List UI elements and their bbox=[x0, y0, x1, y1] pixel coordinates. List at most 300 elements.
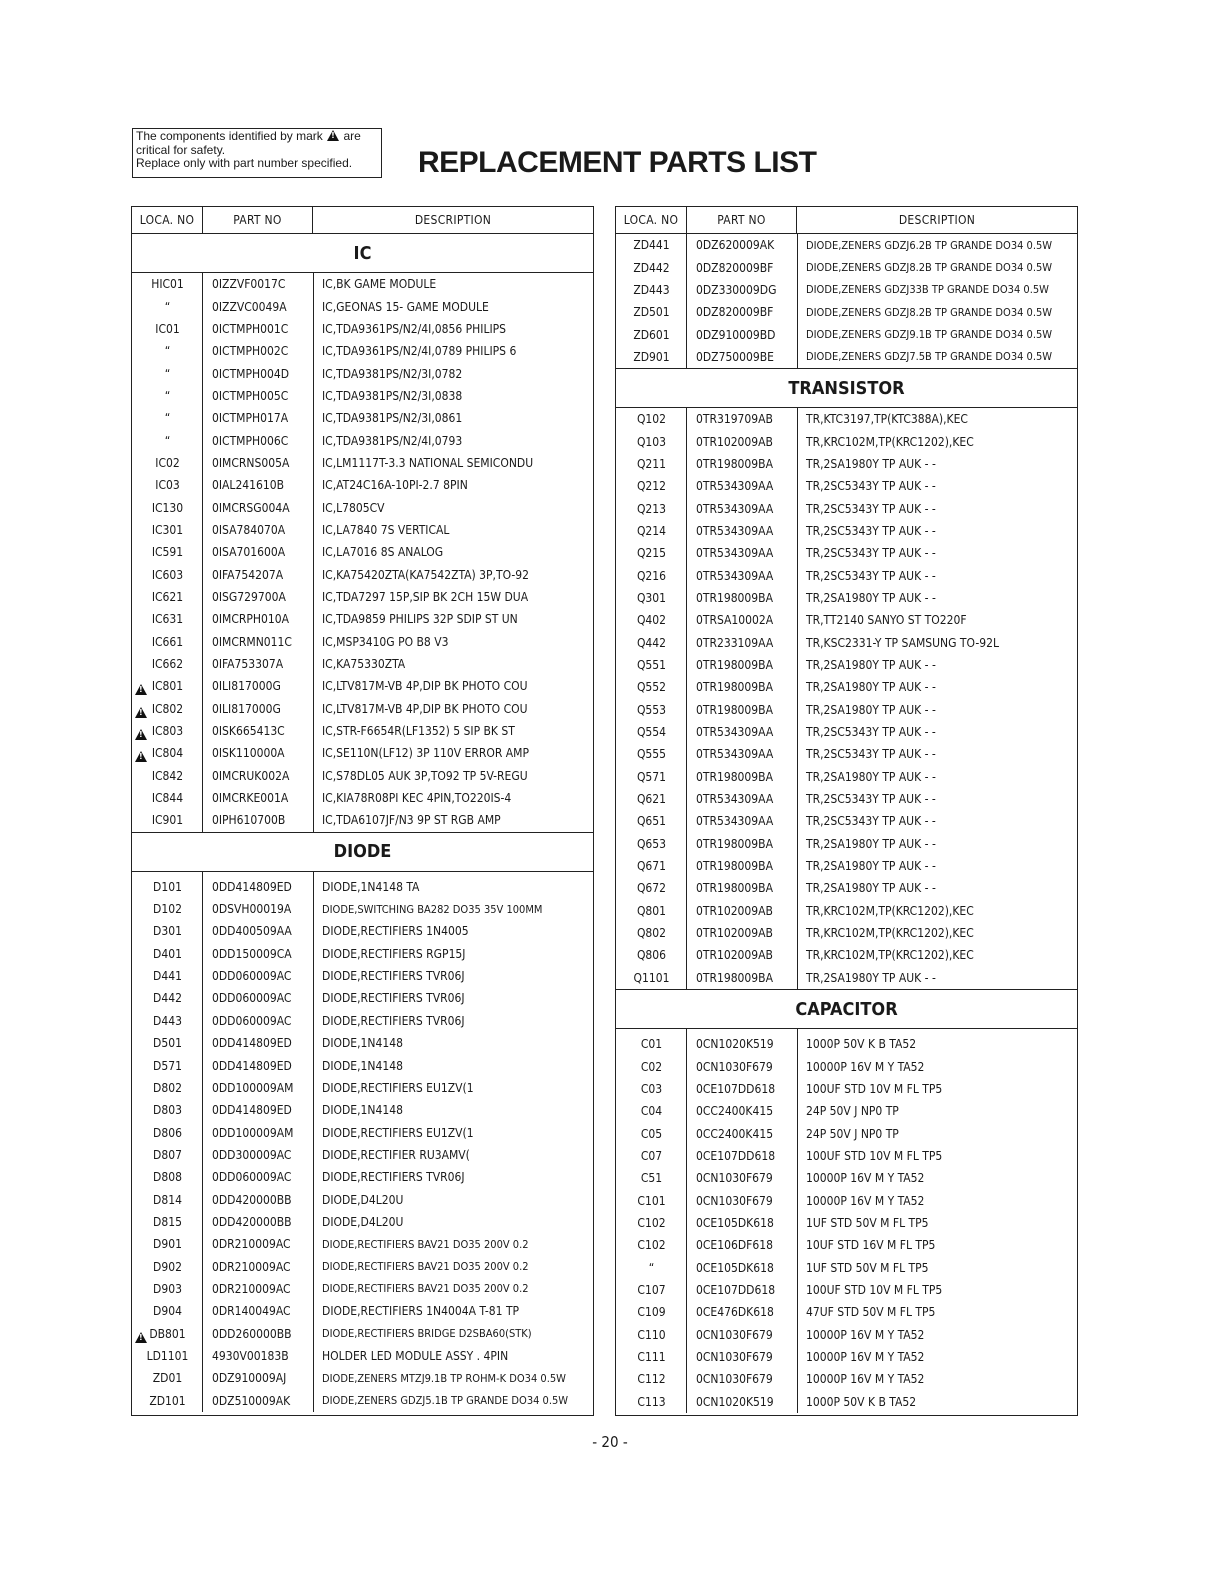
description: 10000P 16V M Y TA52 bbox=[806, 1372, 925, 1387]
loca-no bbox=[616, 1372, 687, 1386]
loca-no-text: Q672 bbox=[636, 881, 667, 896]
loca-no-text: D903 bbox=[153, 1281, 182, 1296]
description: DIODE,D4L20U bbox=[322, 1214, 404, 1229]
description: DIODE,RECTIFIERS BAV21 DO35 200V 0.2 bbox=[322, 1237, 529, 1251]
part-no: 0ICTMPH006C bbox=[212, 433, 289, 448]
section-title: TRANSISTOR bbox=[616, 368, 1077, 408]
loca-no-text: “ bbox=[164, 299, 171, 314]
description: IC,MSP3410G PO B8 V3 bbox=[322, 634, 449, 649]
part-no: 0CN1030F679 bbox=[696, 1372, 773, 1387]
right-parts-table bbox=[615, 206, 1078, 1416]
loca-no bbox=[132, 344, 203, 358]
loca-no-text: Q211 bbox=[636, 456, 667, 471]
part-no: 0DR210009AC bbox=[212, 1281, 291, 1296]
description: DIODE,ZENERS GDZJ6.2B TP GRANDE DO34 0.5W bbox=[806, 238, 1053, 252]
loca-no bbox=[132, 1103, 203, 1117]
loca-no bbox=[616, 435, 687, 449]
loca-no bbox=[616, 1261, 687, 1275]
part-no: 0DD100009AM bbox=[212, 1080, 294, 1095]
loca-no-text: ZD443 bbox=[633, 282, 670, 297]
part-no: 0ICTMPH005C bbox=[212, 388, 289, 403]
part-no: 0TR534309AA bbox=[696, 725, 774, 740]
loca-no bbox=[132, 478, 203, 492]
part-no: 0TR198009BA bbox=[696, 970, 773, 985]
loca-no-text: Q555 bbox=[636, 747, 667, 762]
part-no: 0TR534309AA bbox=[696, 747, 774, 762]
warning-triangle-icon bbox=[135, 729, 147, 740]
warning-triangle-icon bbox=[135, 707, 147, 718]
description: IC,TDA9859 PHILIPS 32P SDIP ST UN bbox=[322, 612, 518, 627]
loca-no-text: D806 bbox=[153, 1125, 182, 1140]
description: TR,2SC5343Y TP AUK - - bbox=[806, 523, 936, 538]
part-no: 0CC2400K415 bbox=[696, 1104, 774, 1119]
part-no: 0DZ910009BD bbox=[696, 327, 776, 342]
page-title: REPLACEMENT PARTS LIST bbox=[418, 146, 817, 179]
description: TR,KRC102M,TP(KRC1202),KEC bbox=[806, 903, 974, 918]
loca-no-text: Q554 bbox=[636, 725, 667, 740]
description: 10UF STD 16V M FL TP5 bbox=[806, 1238, 936, 1253]
loca-no bbox=[616, 569, 687, 583]
description: TR,2SC5343Y TP AUK - - bbox=[806, 792, 936, 807]
description: IC,BK GAME MODULE bbox=[322, 277, 437, 292]
part-no: 0IZZVF0017C bbox=[212, 277, 286, 292]
loca-no bbox=[132, 411, 203, 425]
loca-no-text: C51 bbox=[640, 1171, 663, 1186]
loca-no bbox=[616, 328, 687, 342]
part-no: 0DD420000BB bbox=[212, 1192, 292, 1207]
loca-no bbox=[616, 1216, 687, 1230]
loca-no bbox=[132, 657, 203, 671]
loca-no bbox=[132, 1215, 203, 1229]
description: DIODE,RECTIFIERS BRIDGE D2SBA60(STK) bbox=[322, 1327, 532, 1341]
loca-no-text: IC631 bbox=[151, 612, 184, 627]
description: DIODE,RECTIFIERS RGP15J bbox=[322, 946, 466, 961]
loca-no-text: D802 bbox=[153, 1080, 182, 1095]
description: IC,SE110N(LF12) 3P 110V ERROR AMP bbox=[322, 746, 529, 761]
part-no: 0DD060009AC bbox=[212, 991, 292, 1006]
loca-no-text: IC130 bbox=[151, 500, 184, 515]
warning-triangle-icon bbox=[135, 684, 147, 695]
part-no: 0CN1030F679 bbox=[696, 1193, 773, 1208]
notice-text-1b: are bbox=[343, 129, 361, 143]
part-no: 0ILI817000G bbox=[212, 679, 281, 694]
description: IC,LA7840 7S VERTICAL bbox=[322, 522, 450, 537]
loca-no-text: Q301 bbox=[636, 590, 667, 605]
loca-no bbox=[616, 1127, 687, 1141]
part-no: 0CE106DF618 bbox=[696, 1238, 773, 1253]
loca-no bbox=[616, 837, 687, 851]
loca-no-text: IC301 bbox=[151, 522, 184, 537]
loca-no-text: D803 bbox=[153, 1103, 182, 1118]
loca-no bbox=[616, 770, 687, 784]
part-no: 0IMCRUK002A bbox=[212, 768, 290, 783]
part-no: 0IAL241610B bbox=[212, 478, 285, 493]
loca-no bbox=[132, 612, 203, 626]
loca-no-text: Q214 bbox=[636, 523, 667, 538]
loca-no bbox=[132, 880, 203, 894]
loca-no bbox=[132, 702, 203, 716]
notice-text-1: The components identified by mark bbox=[136, 129, 323, 143]
column-header-part: PART NO bbox=[687, 207, 797, 233]
loca-no-text: Q653 bbox=[636, 836, 667, 851]
part-no: 0CN1020K519 bbox=[696, 1394, 774, 1409]
part-no: 0CN1020K519 bbox=[696, 1037, 774, 1052]
part-no: 0ISG729700A bbox=[212, 589, 286, 604]
loca-no-text: Q442 bbox=[636, 635, 667, 650]
loca-no-text: “ bbox=[164, 344, 171, 359]
description: TR,2SA1980Y TP AUK - - bbox=[806, 702, 936, 717]
loca-no bbox=[132, 769, 203, 783]
loca-no-text: D902 bbox=[153, 1259, 182, 1274]
loca-no-text: D808 bbox=[153, 1170, 182, 1185]
part-no: 0CE476DK618 bbox=[696, 1305, 774, 1320]
parts-row-group bbox=[132, 273, 593, 832]
loca-no bbox=[616, 1283, 687, 1297]
part-no: 0TR534309AA bbox=[696, 479, 774, 494]
description: TR,TT2140 SANYO ST TO220F bbox=[806, 613, 967, 628]
loca-no-text: C113 bbox=[637, 1394, 666, 1409]
loca-no bbox=[616, 725, 687, 739]
description: DIODE,ZENERS GDZJ5.1B TP GRANDE DO34 0.5W bbox=[322, 1394, 569, 1408]
part-no: 0ICTMPH017A bbox=[212, 411, 289, 426]
part-no: 0ISK665413C bbox=[212, 724, 285, 739]
part-no: 0DZ330009DG bbox=[696, 282, 777, 297]
loca-no-text: ZD501 bbox=[633, 305, 670, 320]
warning-triangle-icon bbox=[327, 130, 339, 141]
description: 10000P 16V M Y TA52 bbox=[806, 1059, 925, 1074]
loca-no bbox=[132, 902, 203, 916]
description: TR,KRC102M,TP(KRC1202),KEC bbox=[806, 434, 974, 449]
loca-no-text: Q621 bbox=[636, 792, 667, 807]
loca-no-text: IC801 bbox=[151, 679, 184, 694]
loca-no bbox=[132, 1014, 203, 1028]
description: TR,2SA1980Y TP AUK - - bbox=[806, 680, 936, 695]
description: DIODE,ZENERS GDZJ8.2B TP GRANDE DO34 0.5W bbox=[806, 305, 1053, 319]
part-no: 0CE105DK618 bbox=[696, 1215, 774, 1230]
loca-no-text: IC844 bbox=[151, 791, 184, 806]
loca-no bbox=[132, 434, 203, 448]
description: IC,LA7016 8S ANALOG bbox=[322, 545, 444, 560]
loca-no-text: D443 bbox=[153, 1013, 182, 1028]
loca-no bbox=[132, 635, 203, 649]
loca-no bbox=[616, 524, 687, 538]
part-no: 0DD060009AC bbox=[212, 1013, 292, 1028]
warning-triangle-icon bbox=[135, 1332, 147, 1343]
loca-no-text: IC661 bbox=[151, 634, 184, 649]
loca-no-text: D571 bbox=[153, 1058, 182, 1073]
description: IC,GEONAS 15- GAME MODULE bbox=[322, 299, 489, 314]
loca-no-text: ZD442 bbox=[633, 260, 670, 275]
loca-no-text: D904 bbox=[153, 1304, 182, 1319]
description: IC,KA75420ZTA(KA7542ZTA) 3P,TO-92 bbox=[322, 567, 530, 582]
loca-no-text: D442 bbox=[153, 991, 182, 1006]
part-no: 0ISA701600A bbox=[212, 545, 286, 560]
description: DIODE,1N4148 bbox=[322, 1058, 403, 1073]
description: 1UF STD 50V M FL TP5 bbox=[806, 1215, 929, 1230]
part-no: 0TR102009AB bbox=[696, 926, 773, 941]
loca-no bbox=[616, 1037, 687, 1051]
part-no: 0IMCRNS005A bbox=[212, 455, 290, 470]
part-no: 0DZ510009AK bbox=[212, 1393, 291, 1408]
loca-no bbox=[616, 948, 687, 962]
loca-no-text: Q402 bbox=[636, 613, 667, 628]
description: TR,2SA1980Y TP AUK - - bbox=[806, 769, 936, 784]
loca-no bbox=[616, 1238, 687, 1252]
description: IC,TDA9381PS/N2/3I,0838 bbox=[322, 388, 463, 403]
loca-no bbox=[132, 568, 203, 582]
column-header-loca: LOCA. NO bbox=[616, 207, 687, 233]
description: TR,2SA1980Y TP AUK - - bbox=[806, 590, 936, 605]
part-no: 0DR210009AC bbox=[212, 1259, 291, 1274]
part-no: 0TR198009BA bbox=[696, 859, 773, 874]
loca-no bbox=[132, 1327, 203, 1341]
part-no: 0TR102009AB bbox=[696, 903, 773, 918]
part-no: 0DD060009AC bbox=[212, 969, 292, 984]
loca-no-text: D301 bbox=[153, 924, 182, 939]
loca-no-text: C07 bbox=[640, 1148, 663, 1163]
loca-no-text: Q671 bbox=[636, 859, 667, 874]
loca-no-text: C109 bbox=[637, 1305, 666, 1320]
loca-no-text: C01 bbox=[640, 1037, 663, 1052]
part-no: 0CE107DD618 bbox=[696, 1282, 776, 1297]
loca-no bbox=[616, 457, 687, 471]
part-no: 0IMCRKE001A bbox=[212, 791, 289, 806]
part-no: 0TRSA10002A bbox=[696, 613, 774, 628]
loca-no-text: IC803 bbox=[151, 724, 184, 739]
loca-no-text: Q806 bbox=[636, 948, 667, 963]
part-no: 0TR534309AA bbox=[696, 523, 774, 538]
description: DIODE,RECTIFIERS BAV21 DO35 200V 0.2 bbox=[322, 1282, 529, 1296]
loca-no-text: IC662 bbox=[151, 657, 184, 672]
loca-no bbox=[132, 1371, 203, 1385]
part-no: 0ICTMPH002C bbox=[212, 344, 289, 359]
part-no: 0TR198009BA bbox=[696, 702, 773, 717]
part-no: 0DZ910009AJ bbox=[212, 1371, 287, 1386]
loca-no bbox=[132, 1036, 203, 1050]
loca-no bbox=[132, 1059, 203, 1073]
part-no: 0CN1030F679 bbox=[696, 1059, 773, 1074]
loca-no bbox=[616, 636, 687, 650]
description: DIODE,SWITCHING BA282 DO35 35V 100MM bbox=[322, 902, 543, 916]
part-no: 0DD414809ED bbox=[212, 879, 292, 894]
part-no: 0ISA784070A bbox=[212, 522, 286, 537]
loca-no-text: Q551 bbox=[636, 658, 667, 673]
loca-no bbox=[132, 924, 203, 938]
loca-no bbox=[616, 747, 687, 761]
description: 10000P 16V M Y TA52 bbox=[806, 1171, 925, 1186]
part-no: 0TR233109AA bbox=[696, 635, 774, 650]
column-header-desc: DESCRIPTION bbox=[898, 213, 976, 227]
loca-no-text: C05 bbox=[640, 1126, 663, 1141]
loca-no bbox=[616, 859, 687, 873]
loca-no-text: “ bbox=[648, 1260, 655, 1275]
loca-no bbox=[132, 322, 203, 336]
column-divider bbox=[686, 234, 687, 368]
loca-no-text: IC842 bbox=[151, 768, 184, 783]
description: DIODE,ZENERS GDZJ33B TP GRANDE DO34 0.5W bbox=[806, 283, 1049, 297]
loca-no-text: C04 bbox=[640, 1104, 663, 1119]
description: 24P 50V J NP0 TP bbox=[806, 1126, 899, 1141]
description: 10000P 16V M Y TA52 bbox=[806, 1327, 925, 1342]
loca-no bbox=[132, 277, 203, 291]
loca-no-text: Q1101 bbox=[633, 970, 670, 985]
column-header-row bbox=[616, 207, 1077, 234]
part-no: 0TR198009BA bbox=[696, 769, 773, 784]
loca-no-text: C02 bbox=[640, 1059, 663, 1074]
description: TR,2SC5343Y TP AUK - - bbox=[806, 725, 936, 740]
notice-text-3: Replace only with part number specified. bbox=[136, 156, 353, 170]
loca-no-text: IC591 bbox=[151, 545, 184, 560]
loca-no bbox=[132, 947, 203, 961]
section-title: DIODE bbox=[132, 832, 593, 872]
part-no: 0IMCRMN011C bbox=[212, 634, 292, 649]
loca-no-text: D101 bbox=[153, 879, 182, 894]
description: DIODE,RECTIFIERS TVR06J bbox=[322, 991, 465, 1006]
section-title: CAPACITOR bbox=[616, 989, 1077, 1029]
parts-row-group bbox=[132, 872, 593, 1412]
part-no: 0TR534309AA bbox=[696, 568, 774, 583]
loca-no-text: Q801 bbox=[636, 903, 667, 918]
loca-no-text: Q553 bbox=[636, 702, 667, 717]
description: DIODE,RECTIFIERS TVR06J bbox=[322, 969, 465, 984]
loca-no bbox=[616, 1350, 687, 1364]
part-no: 0TR102009AB bbox=[696, 434, 773, 449]
description: TR,2SC5343Y TP AUK - - bbox=[806, 747, 936, 762]
loca-no-text: C102 bbox=[637, 1238, 666, 1253]
parts-row-group bbox=[616, 408, 1077, 989]
loca-no-text: C112 bbox=[637, 1372, 666, 1387]
loca-no-text: D401 bbox=[153, 946, 182, 961]
part-no: 0DD300009AC bbox=[212, 1147, 292, 1162]
loca-no-text: Q552 bbox=[636, 680, 667, 695]
loca-no bbox=[132, 1394, 203, 1408]
description: DIODE,D4L20U bbox=[322, 1192, 404, 1207]
column-divider bbox=[686, 408, 687, 989]
part-no: 0CE105DK618 bbox=[696, 1260, 774, 1275]
loca-no bbox=[616, 479, 687, 493]
part-no: 0TR198009BA bbox=[696, 456, 773, 471]
loca-no bbox=[616, 238, 687, 252]
loca-no-text: IC03 bbox=[155, 478, 180, 493]
loca-no-text: IC804 bbox=[151, 746, 184, 761]
description: 1000P 50V K B TA52 bbox=[806, 1394, 917, 1409]
description: 100UF STD 10V M FL TP5 bbox=[806, 1282, 943, 1297]
description: TR,2SC5343Y TP AUK - - bbox=[806, 479, 936, 494]
part-no: 0IPH610700B bbox=[212, 813, 286, 828]
loca-no bbox=[132, 724, 203, 738]
part-no: 0ILI817000G bbox=[212, 701, 281, 716]
description: IC,KA75330ZTA bbox=[322, 657, 406, 672]
loca-no-text: C101 bbox=[637, 1193, 666, 1208]
loca-no-text: Q103 bbox=[636, 434, 667, 449]
loca-no bbox=[616, 546, 687, 560]
notice-text-2: critical for safety. bbox=[136, 142, 226, 157]
loca-no-text: Q571 bbox=[636, 769, 667, 784]
description: IC,TDA7297 15P,SIP BK 2CH 15W DUA bbox=[322, 589, 529, 604]
description: 1UF STD 50V M FL TP5 bbox=[806, 1260, 929, 1275]
description: TR,2SA1980Y TP AUK - - bbox=[806, 881, 936, 896]
loca-no bbox=[616, 680, 687, 694]
column-header-row bbox=[132, 207, 593, 234]
description: IC,S78DL05 AUK 3P,TO92 TP 5V-REGU bbox=[322, 768, 528, 783]
description: DIODE,RECTIFIERS TVR06J bbox=[322, 1170, 465, 1185]
description: IC,TDA6107JF/N3 9P ST RGB AMP bbox=[322, 813, 501, 828]
description: DIODE,RECTIFIERS TVR06J bbox=[322, 1013, 465, 1028]
description: DIODE,ZENERS GDZJ7.5B TP GRANDE DO34 0.5W bbox=[806, 350, 1053, 364]
loca-no-text: “ bbox=[164, 433, 171, 448]
description: 10000P 16V M Y TA52 bbox=[806, 1349, 925, 1364]
loca-no-text: Q651 bbox=[636, 814, 667, 829]
part-no: 0DZ820009BF bbox=[696, 305, 774, 320]
description: 1000P 50V K B TA52 bbox=[806, 1037, 917, 1052]
loca-no bbox=[132, 367, 203, 381]
loca-no-text: D102 bbox=[153, 902, 182, 917]
part-no: 0TR534309AA bbox=[696, 546, 774, 561]
part-no: 0TR198009BA bbox=[696, 590, 773, 605]
description: TR,2SC5343Y TP AUK - - bbox=[806, 546, 936, 561]
description: TR,2SC5343Y TP AUK - - bbox=[806, 814, 936, 829]
loca-no-text: Q216 bbox=[636, 568, 667, 583]
column-divider bbox=[313, 273, 314, 832]
part-no: 0DZ620009AK bbox=[696, 238, 775, 253]
part-no: 0CC2400K415 bbox=[696, 1126, 774, 1141]
part-no: 0DR140049AC bbox=[212, 1304, 291, 1319]
loca-no-text: LD1101 bbox=[146, 1348, 189, 1363]
loca-no bbox=[616, 792, 687, 806]
description: DIODE,RECTIFIERS 1N4004A T-81 TP bbox=[322, 1304, 520, 1319]
loca-no bbox=[616, 1104, 687, 1118]
loca-no bbox=[616, 412, 687, 426]
description: DIODE,RECTIFIER RU3AMV( bbox=[322, 1147, 470, 1162]
part-no: 0DZ750009BE bbox=[696, 349, 775, 364]
loca-no bbox=[132, 389, 203, 403]
part-no: 0DZ820009BF bbox=[696, 260, 774, 275]
loca-no bbox=[132, 1081, 203, 1095]
description: TR,2SA1980Y TP AUK - - bbox=[806, 658, 936, 673]
part-no: 0CN1030F679 bbox=[696, 1349, 773, 1364]
loca-no bbox=[132, 791, 203, 805]
loca-no-text: ZD601 bbox=[633, 327, 670, 342]
loca-no bbox=[616, 703, 687, 717]
part-no: 0IFA753307A bbox=[212, 657, 284, 672]
loca-no bbox=[132, 456, 203, 470]
description: TR,2SC5343Y TP AUK - - bbox=[806, 501, 936, 516]
loca-no-text: C107 bbox=[637, 1282, 666, 1297]
description: IC,STR-F6654R(LF1352) 5 SIP BK ST bbox=[322, 724, 515, 739]
part-no: 0DD400509AA bbox=[212, 924, 292, 939]
part-no: 0TR198009BA bbox=[696, 881, 773, 896]
description: TR,2SA1980Y TP AUK - - bbox=[806, 836, 936, 851]
description: TR,KTC3197,TP(KTC388A),KEC bbox=[806, 412, 968, 427]
part-no: 0CN1030F679 bbox=[696, 1171, 773, 1186]
description: TR,2SA1980Y TP AUK - - bbox=[806, 456, 936, 471]
part-no: 0TR102009AB bbox=[696, 948, 773, 963]
column-divider bbox=[797, 1029, 798, 1413]
description: DIODE,RECTIFIERS EU1ZV(1 bbox=[322, 1080, 474, 1095]
column-divider bbox=[313, 872, 314, 1412]
description: DIODE,RECTIFIERS BAV21 DO35 200V 0.2 bbox=[322, 1260, 529, 1274]
loca-no-text: C111 bbox=[637, 1349, 666, 1364]
part-no: 0TR198009BA bbox=[696, 658, 773, 673]
loca-no bbox=[616, 1395, 687, 1409]
description: IC,TDA9361PS/N2/4I,0789 PHILIPS 6 bbox=[322, 344, 517, 359]
description: IC,TDA9361PS/N2/4I,0856 PHILIPS bbox=[322, 321, 507, 336]
loca-no bbox=[616, 881, 687, 895]
loca-no-text: IC603 bbox=[151, 567, 184, 582]
warning-triangle-icon bbox=[135, 751, 147, 762]
description: IC,TDA9381PS/N2/4I,0793 bbox=[322, 433, 463, 448]
loca-no bbox=[616, 1082, 687, 1096]
